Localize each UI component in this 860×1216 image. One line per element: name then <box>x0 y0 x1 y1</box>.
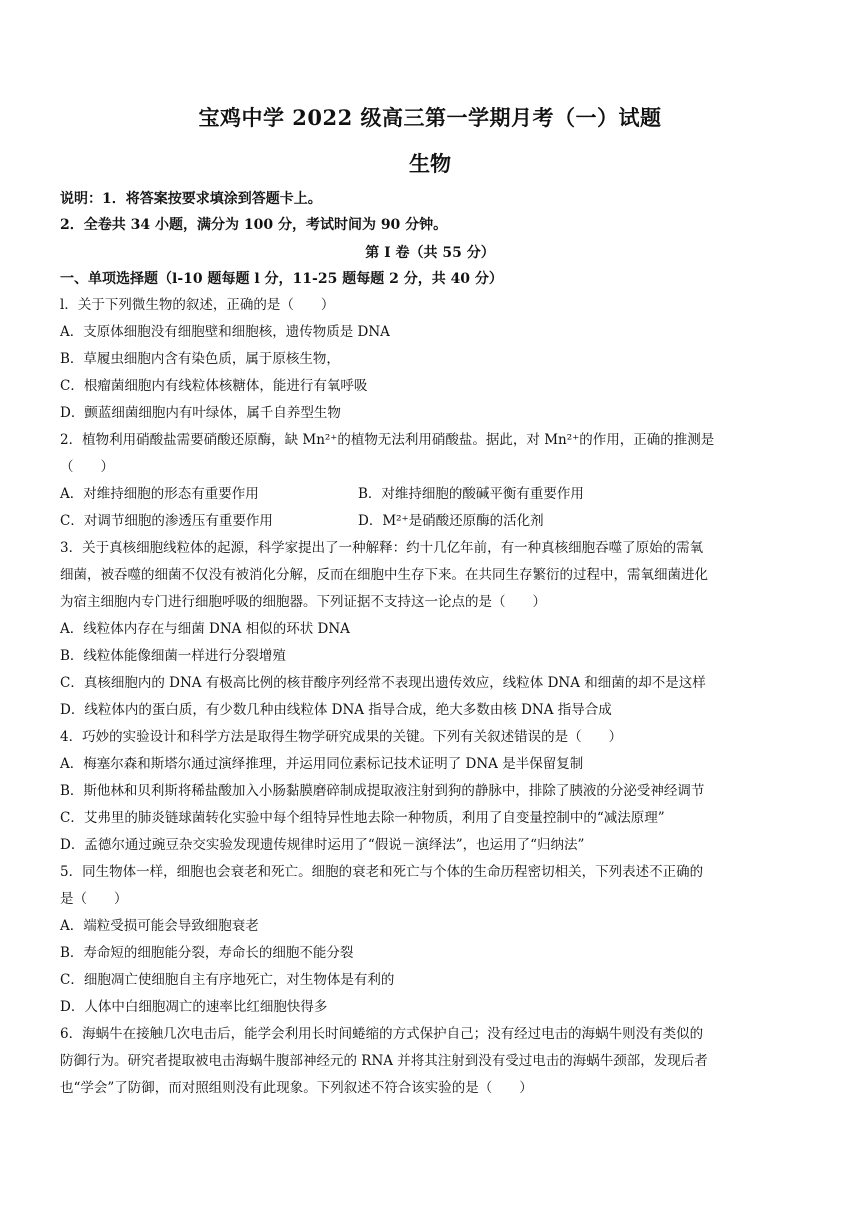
question-4-option-a: A．梅塞尔森和斯塔尔通过演绎推理，并运用同位素标记技术证明了 DNA 是半保留复制 <box>60 756 584 772</box>
question-4-stem: 4．巧妙的实验设计和科学方法是取得生物学研究成果的关键。下列有关叙述错误的是（ ） <box>60 729 623 745</box>
question-1-option-c: C．根瘤菌细胞内有线粒体核糖体，能进行有氧呼吸 <box>60 378 368 394</box>
exam-subject: 生物 <box>409 151 451 176</box>
question-3-option-d: D．线粒体内的蛋白质，有少数几种由线粒体 DNA 指导合成，绝大多数由核 DNA 指导合成 <box>60 702 612 718</box>
question-5-option-a: A．端粒受损可能会导致细胞衰老 <box>60 918 259 934</box>
question-5-option-b: B．寿命短的细胞能分裂，寿命长的细胞不能分裂 <box>60 945 354 961</box>
question-5-option-d: D．人体中白细胞凋亡的速率比红细胞快得多 <box>60 999 328 1015</box>
exam-title: 宝鸡中学 2022 级高三第一学期月考（一）试题 <box>198 105 662 130</box>
question-1-stem: l．关于下列微生物的叙述，正确的是（ ） <box>60 297 335 313</box>
question-3-option-b: B．线粒体能像细菌一样进行分裂增殖 <box>60 648 286 664</box>
instructions-line-1: 说明：1．将答案按要求填涂到答题卡上。 <box>60 191 322 207</box>
question-4-option-b: B．斯他林和贝利斯将稀盐酸加入小肠黏膜磨碎制成提取液注射到狗的静脉中，排除了胰液的分泌受神经调节 <box>60 783 705 799</box>
question-1-option-b: B．草履虫细胞内含有染色质，属于原核生物， <box>60 351 340 367</box>
question-6-stem-line-3: 也“学会”了防御，而对照组则没有此现象。下列叙述不符合该实验的是（ ） <box>60 1080 533 1096</box>
part-title: 第 I 卷（共 55 分） <box>365 245 495 261</box>
question-2-option-a: A．对维持细胞的形态有重要作用 <box>60 486 259 502</box>
question-6-stem-line-1: 6．海蜗牛在接触几次电击后，能学会利用长时间蜷缩的方式保护自己；没有经过电击的海蜗牛则没有类似的 <box>60 1026 704 1042</box>
question-3-stem-line-2: 细菌，被吞噬的细菌不仅没有被消化分解，反而在细胞中生存下来。在共同生存繁衍的过程中，需氧细菌进化 <box>60 567 708 583</box>
question-5-option-c: C．细胞凋亡使细胞自主有序地死亡，对生物体是有利的 <box>60 972 395 988</box>
instructions-line-2: 2．全卷共 34 小题，满分为 100 分，考试时间为 90 分钟。 <box>60 217 448 233</box>
question-3-option-a: A．线粒体内存在与细菌 DNA 相似的环状 DNA <box>60 621 350 637</box>
question-2-option-b: B．对维持细胞的酸碱平衡有重要作用 <box>358 486 584 502</box>
question-3-option-c: C．真核细胞内的 DNA 有极高比例的核苷酸序列经常不表现出遗传效应，线粒体 DNA 和细菌的却不是这样 <box>60 675 706 691</box>
question-2-option-c: C．对调节细胞的渗透压有重要作用 <box>60 513 273 529</box>
question-3-stem-line-3: 为宿主细胞内专门进行细胞呼吸的细胞器。下列证据不支持这一论点的是（ ） <box>60 594 546 610</box>
question-5-stem-line-1: 5．同生物体一样，细胞也会衰老和死亡。细胞的衰老和死亡与个体的生命历程密切相关，下列表述不正确的 <box>60 864 704 880</box>
question-2-option-d: D．M²⁺是硝酸还原酶的活化剂 <box>358 513 544 529</box>
question-1-option-a: A．支原体细胞没有细胞壁和细胞核，遗传物质是 DNA <box>60 324 390 340</box>
question-4-option-d: D．孟德尔通过豌豆杂交实验发现遗传规律时运用了“假说－演绎法”，也运用了“归纳法” <box>60 837 585 853</box>
question-4-option-c: C．艾弗里的肺炎链球菌转化实验中每个组特异性地去除一种物质，利用了自变量控制中的“减法原理” <box>60 810 665 826</box>
question-2-stem-line-1: 2．植物利用硝酸盐需要硝酸还原酶，缺 Mn²⁺的植物无法利用硝酸盐。据此，对 Mn²⁺的作用，正确的推测是 <box>60 432 715 448</box>
question-5-stem-line-2: 是（ ） <box>60 891 128 907</box>
question-6-stem-line-2: 防御行为。研究者提取被电击海蜗牛腹部神经元的 RNA 并将其注射到没有受过电击的海蜗牛颈部，发现后者 <box>60 1053 708 1069</box>
question-2-stem-line-2: （ ） <box>60 459 114 475</box>
question-1-option-d: D．颤蓝细菌细胞内有叶绿体，属千自养型生物 <box>60 405 341 421</box>
question-3-stem-line-1: 3．关于真核细胞线粒体的起源，科学家提出了一种解释：约十几亿年前，有一种真核细胞吞噬了原始的需氧 <box>60 540 704 556</box>
section-title: 一、单项选择题（l-10 题每题 l 分，11-25 题每题 2 分，共 40 分） <box>60 271 503 287</box>
